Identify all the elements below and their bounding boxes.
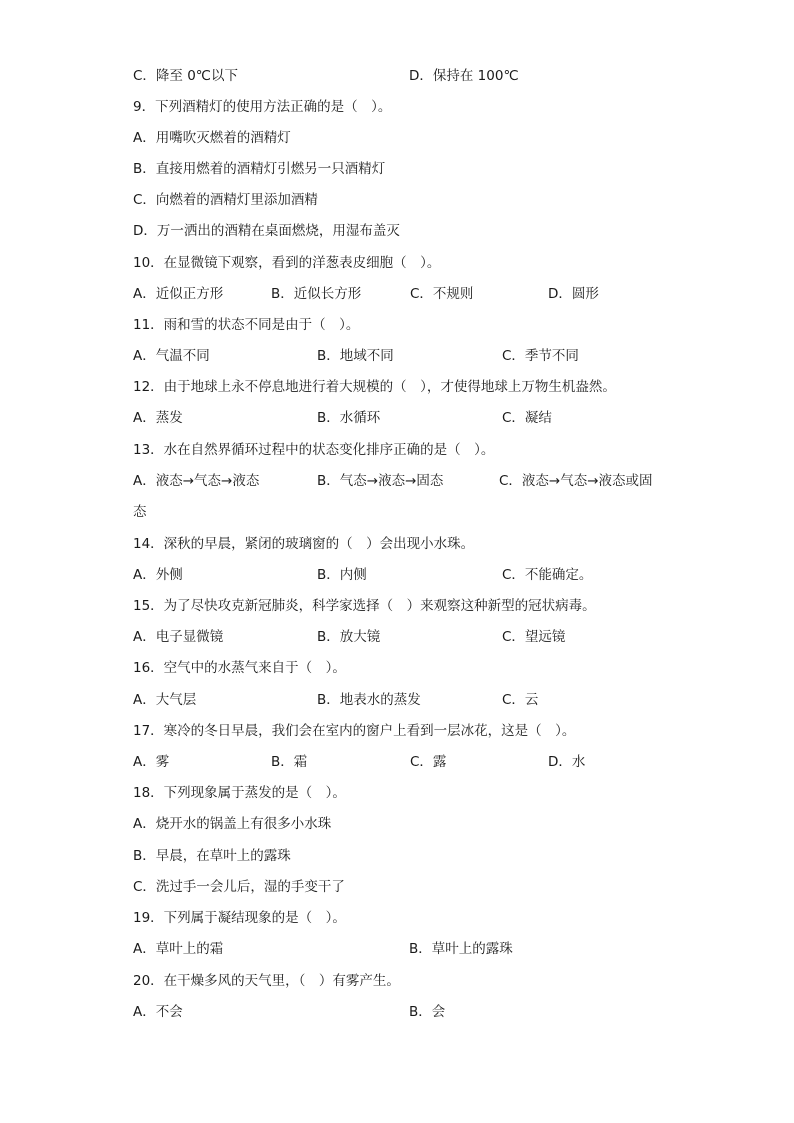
q15-option-b: B．放大镜	[317, 629, 381, 645]
q17-option-d: D．水	[548, 754, 586, 770]
q13-option-a: A．液态→气态→液态	[133, 473, 260, 489]
q20-stem: 20．在干燥多风的天气里，（ ）有雾产生。	[133, 973, 400, 989]
q13-option-c-wrap: 态	[133, 504, 147, 520]
q15-stem: 15．为了尽快攻克新冠肺炎，科学家选择（ ）来观察这种新型的冠状病毒。	[133, 598, 596, 614]
q12-option-b: B．水循环	[317, 410, 381, 426]
q9-stem: 9．下列酒精灯的使用方法正确的是（ ）。	[133, 99, 392, 115]
q17-stem: 17．寒冷的冬日早晨，我们会在室内的窗户上看到一层冰花，这是（ ）。	[133, 723, 576, 739]
q10-option-d: D．圆形	[548, 286, 599, 302]
q10-stem: 10．在显微镜下观察，看到的洋葱表皮细胞（ ）。	[133, 255, 441, 271]
q8-option-d: D．保持在 100℃	[409, 68, 519, 84]
q17-option-a: A．雾	[133, 754, 170, 770]
q11-option-b: B．地域不同	[317, 348, 394, 364]
q14-stem: 14．深秋的早晨，紧闭的玻璃窗的（ ）会出现小水珠。	[133, 536, 475, 552]
q13-option-b: B．气态→液态→固态	[317, 473, 444, 489]
q14-option-a: A．外侧	[133, 567, 183, 583]
q16-stem: 16．空气中的水蒸气来自于（ ）。	[133, 660, 346, 676]
q11-option-c: C．季节不同	[502, 348, 579, 364]
q13-stem: 13．水在自然界循环过程中的状态变化排序正确的是（ ）。	[133, 442, 495, 458]
q16-option-c: C．云	[502, 692, 539, 708]
q10-option-a: A．近似正方形	[133, 286, 224, 302]
q15-option-c: C．望远镜	[502, 629, 566, 645]
q20-option-a: A．不会	[133, 1004, 183, 1020]
q9-option-c: C．向燃着的酒精灯里添加酒精	[133, 192, 318, 208]
q20-option-b: B．会	[409, 1004, 446, 1020]
q16-option-b: B．地表水的蒸发	[317, 692, 421, 708]
q11-option-a: A．气温不同	[133, 348, 210, 364]
q14-option-c: C．不能确定。	[502, 567, 593, 583]
q9-option-a: A．用嘴吹灭燃着的酒精灯	[133, 130, 291, 146]
q9-option-b: B．直接用燃着的酒精灯引燃另一只酒精灯	[133, 161, 386, 177]
q18-option-c: C．洗过手一会儿后，湿的手变干了	[133, 879, 345, 895]
q17-option-b: B．霜	[271, 754, 308, 770]
q10-option-c: C．不规则	[410, 286, 474, 302]
q16-option-a: A．大气层	[133, 692, 197, 708]
q19-option-a: A．草叶上的霜	[133, 941, 224, 957]
q18-option-b: B．早晨，在草叶上的露珠	[133, 848, 291, 864]
q18-option-a: A．烧开水的锅盖上有很多小水珠	[133, 816, 332, 832]
q19-option-b: B．草叶上的露珠	[409, 941, 513, 957]
q10-option-b: B．近似长方形	[271, 286, 362, 302]
q19-stem: 19．下列属于凝结现象的是（ ）。	[133, 910, 346, 926]
q18-stem: 18．下列现象属于蒸发的是（ ）。	[133, 785, 346, 801]
q17-option-c: C．露	[410, 754, 447, 770]
q13-option-c: C．液态→气态→液态或固	[499, 473, 653, 489]
q8-option-c: C．降至 0℃以下	[133, 68, 238, 84]
q14-option-b: B．内侧	[317, 567, 367, 583]
q15-option-a: A．电子显微镜	[133, 629, 224, 645]
q11-stem: 11．雨和雪的状态不同是由于（ ）。	[133, 317, 360, 333]
q12-option-a: A．蒸发	[133, 410, 183, 426]
q9-option-d: D．万一洒出的酒精在桌面燃烧，用湿布盖灭	[133, 223, 400, 239]
q12-stem: 12．由于地球上永不停息地进行着大规模的（ ），才使得地球上万物生机盎然。	[133, 379, 616, 395]
q12-option-c: C．凝结	[502, 410, 552, 426]
